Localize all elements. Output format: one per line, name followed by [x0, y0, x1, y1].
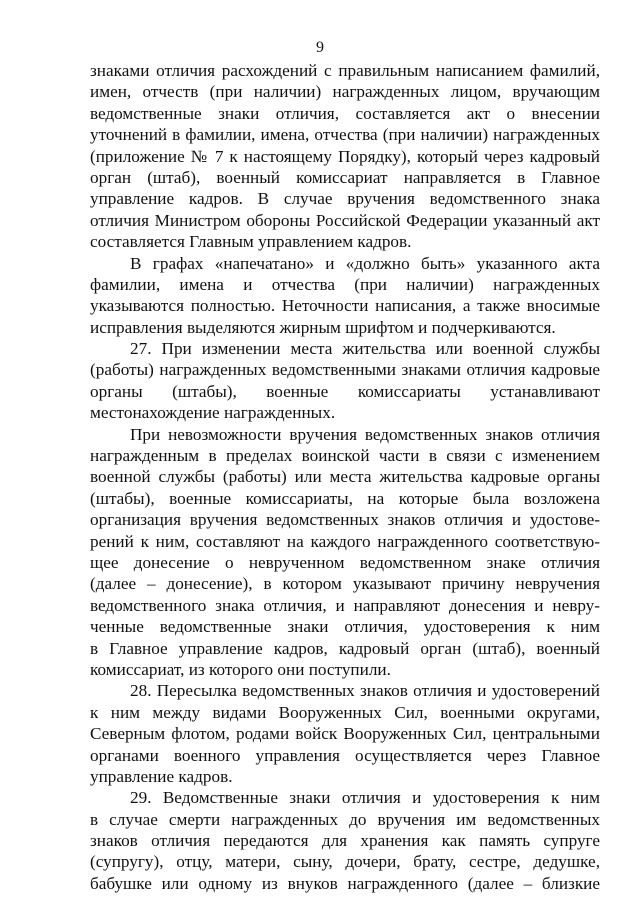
paragraph	[90, 424, 600, 681]
text-line: ведомственные знаки отличия, составляется акт о внесении	[90, 103, 600, 123]
text-line: рений к ним, составляют на каждого награжденного соответствую-	[90, 531, 600, 551]
paragraph	[90, 253, 600, 339]
text-line: орган (штаб), военный комиссариат направляется в Главное	[90, 167, 600, 187]
text-line: отличия Министром обороны Российской Федерации указанный акт	[90, 210, 600, 230]
text-line: 28. Пересылка ведомственных знаков отличия и удостоверений	[130, 681, 600, 701]
text-line: органами военного управления осуществляется через Главное	[90, 745, 600, 765]
text-line: управление кадров.	[90, 766, 233, 786]
text-line: ченные ведомственные знаки отличия, удостоверения к ним	[90, 617, 600, 637]
text-line: в случае смерти награжденных до вручения им ведомственных	[90, 809, 600, 829]
text-line: 27. При изменении места жительства или военной службы	[130, 339, 600, 359]
text-line: фамилии, имена и отчества (при наличии) награжденных	[90, 274, 600, 294]
text-line: награжденным в пределах воинской части в связи с изменением	[90, 446, 600, 466]
text-line: (работы) награжденных ведомственными знаками отличия кадровые	[90, 360, 600, 380]
text-line: организация вручения ведомственных знаков отличия и удостове-	[90, 510, 600, 530]
text-line: имен, отчеств (при наличии) награжденных лицом, вручающим	[90, 82, 600, 102]
document-body	[90, 60, 600, 894]
text-line: знаками отличия расхождений с правильным написанием фамилий,	[90, 61, 600, 80]
text-line: уточнений в фамилии, имена, отчества (при наличии) награжденных	[90, 125, 600, 145]
text-line: (штабы), военные комиссариаты, на которые была возложена	[90, 488, 600, 508]
text-line: Северным флотом, родами войск Вооруженных Сил, центральными	[90, 724, 600, 744]
text-line: управление кадров. В случае вручения ведомственного знака	[90, 189, 600, 209]
paragraph	[90, 787, 600, 894]
text-line: (супругу), отцу, матери, сыну, дочери, брату, сестре, дедушке,	[90, 852, 600, 872]
text-line: в Главное управление кадров, кадровый орган (штаб), военный	[90, 638, 600, 658]
text-line: 29. Ведомственные знаки отличия и удостоверения к ним	[130, 788, 600, 808]
text-line: (приложение № 7 к настоящему Порядку), который через кадровый	[90, 146, 600, 166]
text-line: При невозможности вручения ведомственных знаков отличия	[130, 424, 600, 444]
paragraph	[90, 680, 600, 787]
paragraph	[90, 338, 600, 424]
paragraph	[90, 60, 600, 253]
text-line: к ним между видами Вооруженных Сил, военными округами,	[90, 702, 600, 722]
text-line: военной службы (работы) или места жительства кадровые органы	[90, 467, 600, 487]
page-number: 9	[316, 39, 324, 56]
text-line: комиссариат, из которого они поступили.	[90, 659, 391, 679]
text-line: (далее – донесение), в котором указывают причину невручения	[90, 574, 600, 594]
text-line: бабушке или одному из внуков награжденного (далее – близкие	[90, 873, 600, 893]
text-line: указываются полностью. Неточности написания, а также вносимые	[90, 296, 600, 316]
text-line: местонахождение награжденных.	[90, 403, 336, 423]
text-line: исправления выделяются жирным шрифтом и подчеркиваются.	[90, 317, 556, 337]
text-line: составляется Главным управлением кадров.	[90, 232, 412, 252]
text-line: щее донесение о неврученном ведомственном знаке отличия	[90, 552, 600, 572]
text-line: знаков отличия передаются для хранения как память супруге	[90, 831, 600, 851]
text-line: органы (штабы), военные комиссариаты устанавливают	[90, 381, 600, 401]
text-line: В графах «напечатано» и «должно быть» указанного акта	[130, 253, 600, 273]
text-line: ведомственного знака отличия, и направляют донесения и невру-	[90, 595, 600, 615]
